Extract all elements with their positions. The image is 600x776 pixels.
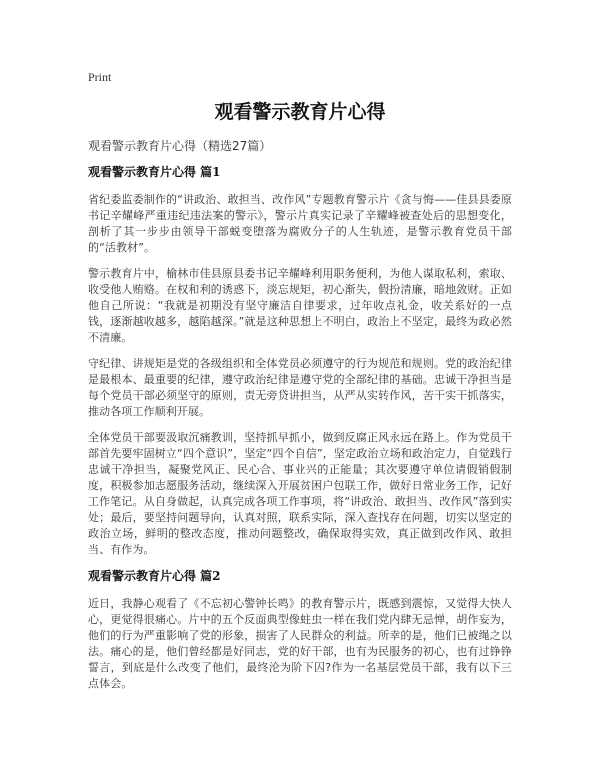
section-heading-1: 观看警示教育片心得 篇1 <box>88 165 221 179</box>
document-subtitle: 观看警示教育片心得（精选27篇） <box>88 139 272 153</box>
print-label: Print <box>88 70 112 84</box>
paragraph: 全体党员干部要汲取沉痛教训，坚持抓早抓小，做到反腐正风永远在路上。作为党员干部首先要牢固树立“四个意识”，坚定“四个自信”，坚定政治立场和政治定力，自觉践行忠诚干净担当，凝聚党风正、民心合、事业兴的正能量；其次要遵守单位请假销假制度，积极参加志愿服务活动，继续深入开展贫困户包联工作，做好日常业务工作，记好工作笔记。从自身做起，认真完成各项工作事项，将“讲政治、敢担当、改作风”落到实处；最后，要坚持问题导向，认真对照，联系实际，深入查找存在问题，切实以坚定的政治立场，鲜明的整改态度，推动问题整改，确保取得实效，真正做到改作风、敢担当、有作为。 <box>88 431 512 556</box>
paragraph: 省纪委监委制作的“讲政治、敢担当、改作风”专题教育警示片《贪与悔——佳县县委原书记辛耀峰严重违纪违法案的警示》，警示片真实记录了辛耀峰被查处后的思想变化，剖析了其一步步由领导干部蜕变堕落为腐败分子的人生轨迹，是警示教育党员干部的“活教材”。 <box>88 193 512 254</box>
paragraph: 警示教育片中，榆林市佳县原县委书记辛耀峰利用职务便利，为他人谋取私利，索取、收受他人贿赂。在权和利的诱惑下，淡忘规矩，初心渐失，假扮清廉，暗地敛财。正如他自己所说：“我就是初期没有坚守廉洁自律要求，过年收点礼金，收关系好的一点钱，逐渐越收越多，越陷越深。”就是这种思想上不明白，政治上不坚定，最终为政必然不清廉。 <box>88 267 512 344</box>
paragraph: 守纪律、讲规矩是党的各级组织和全体党员必须遵守的行为规范和规则。党的政治纪律是最根本、最重要的纪律，遵守政治纪律是遵守党的全部纪律的基础。忠诚干净担当是每个党员干部必须坚守的原则，责无旁贷讲担当，从严从实转作风，苦干实干抓落实，推动各项工作顺利开展。 <box>88 357 512 418</box>
document-title: 观看警示教育片心得 <box>214 101 386 123</box>
section-heading-2: 观看警示教育片心得 篇2 <box>88 569 221 583</box>
paragraph: 近日，我静心观看了《不忘初心警钟长鸣》的教育警示片，既感到震惊，又觉得大快人心，更觉得很痛心。片中的五个反面典型像蛀虫一样在我们党内肆无忌惮，胡作妄为，他们的行为严重影响了党的形象，损害了人民群众的利益。所幸的是，他们已被绳之以法。痛心的是，他们曾经都是好同志，党的好干部，也有为民服务的初心，也有过铮铮誓言，到底是什么改变了他们，最终沦为阶下囚?作为一名基层党员干部，我有以下三点体会。 <box>88 597 512 690</box>
